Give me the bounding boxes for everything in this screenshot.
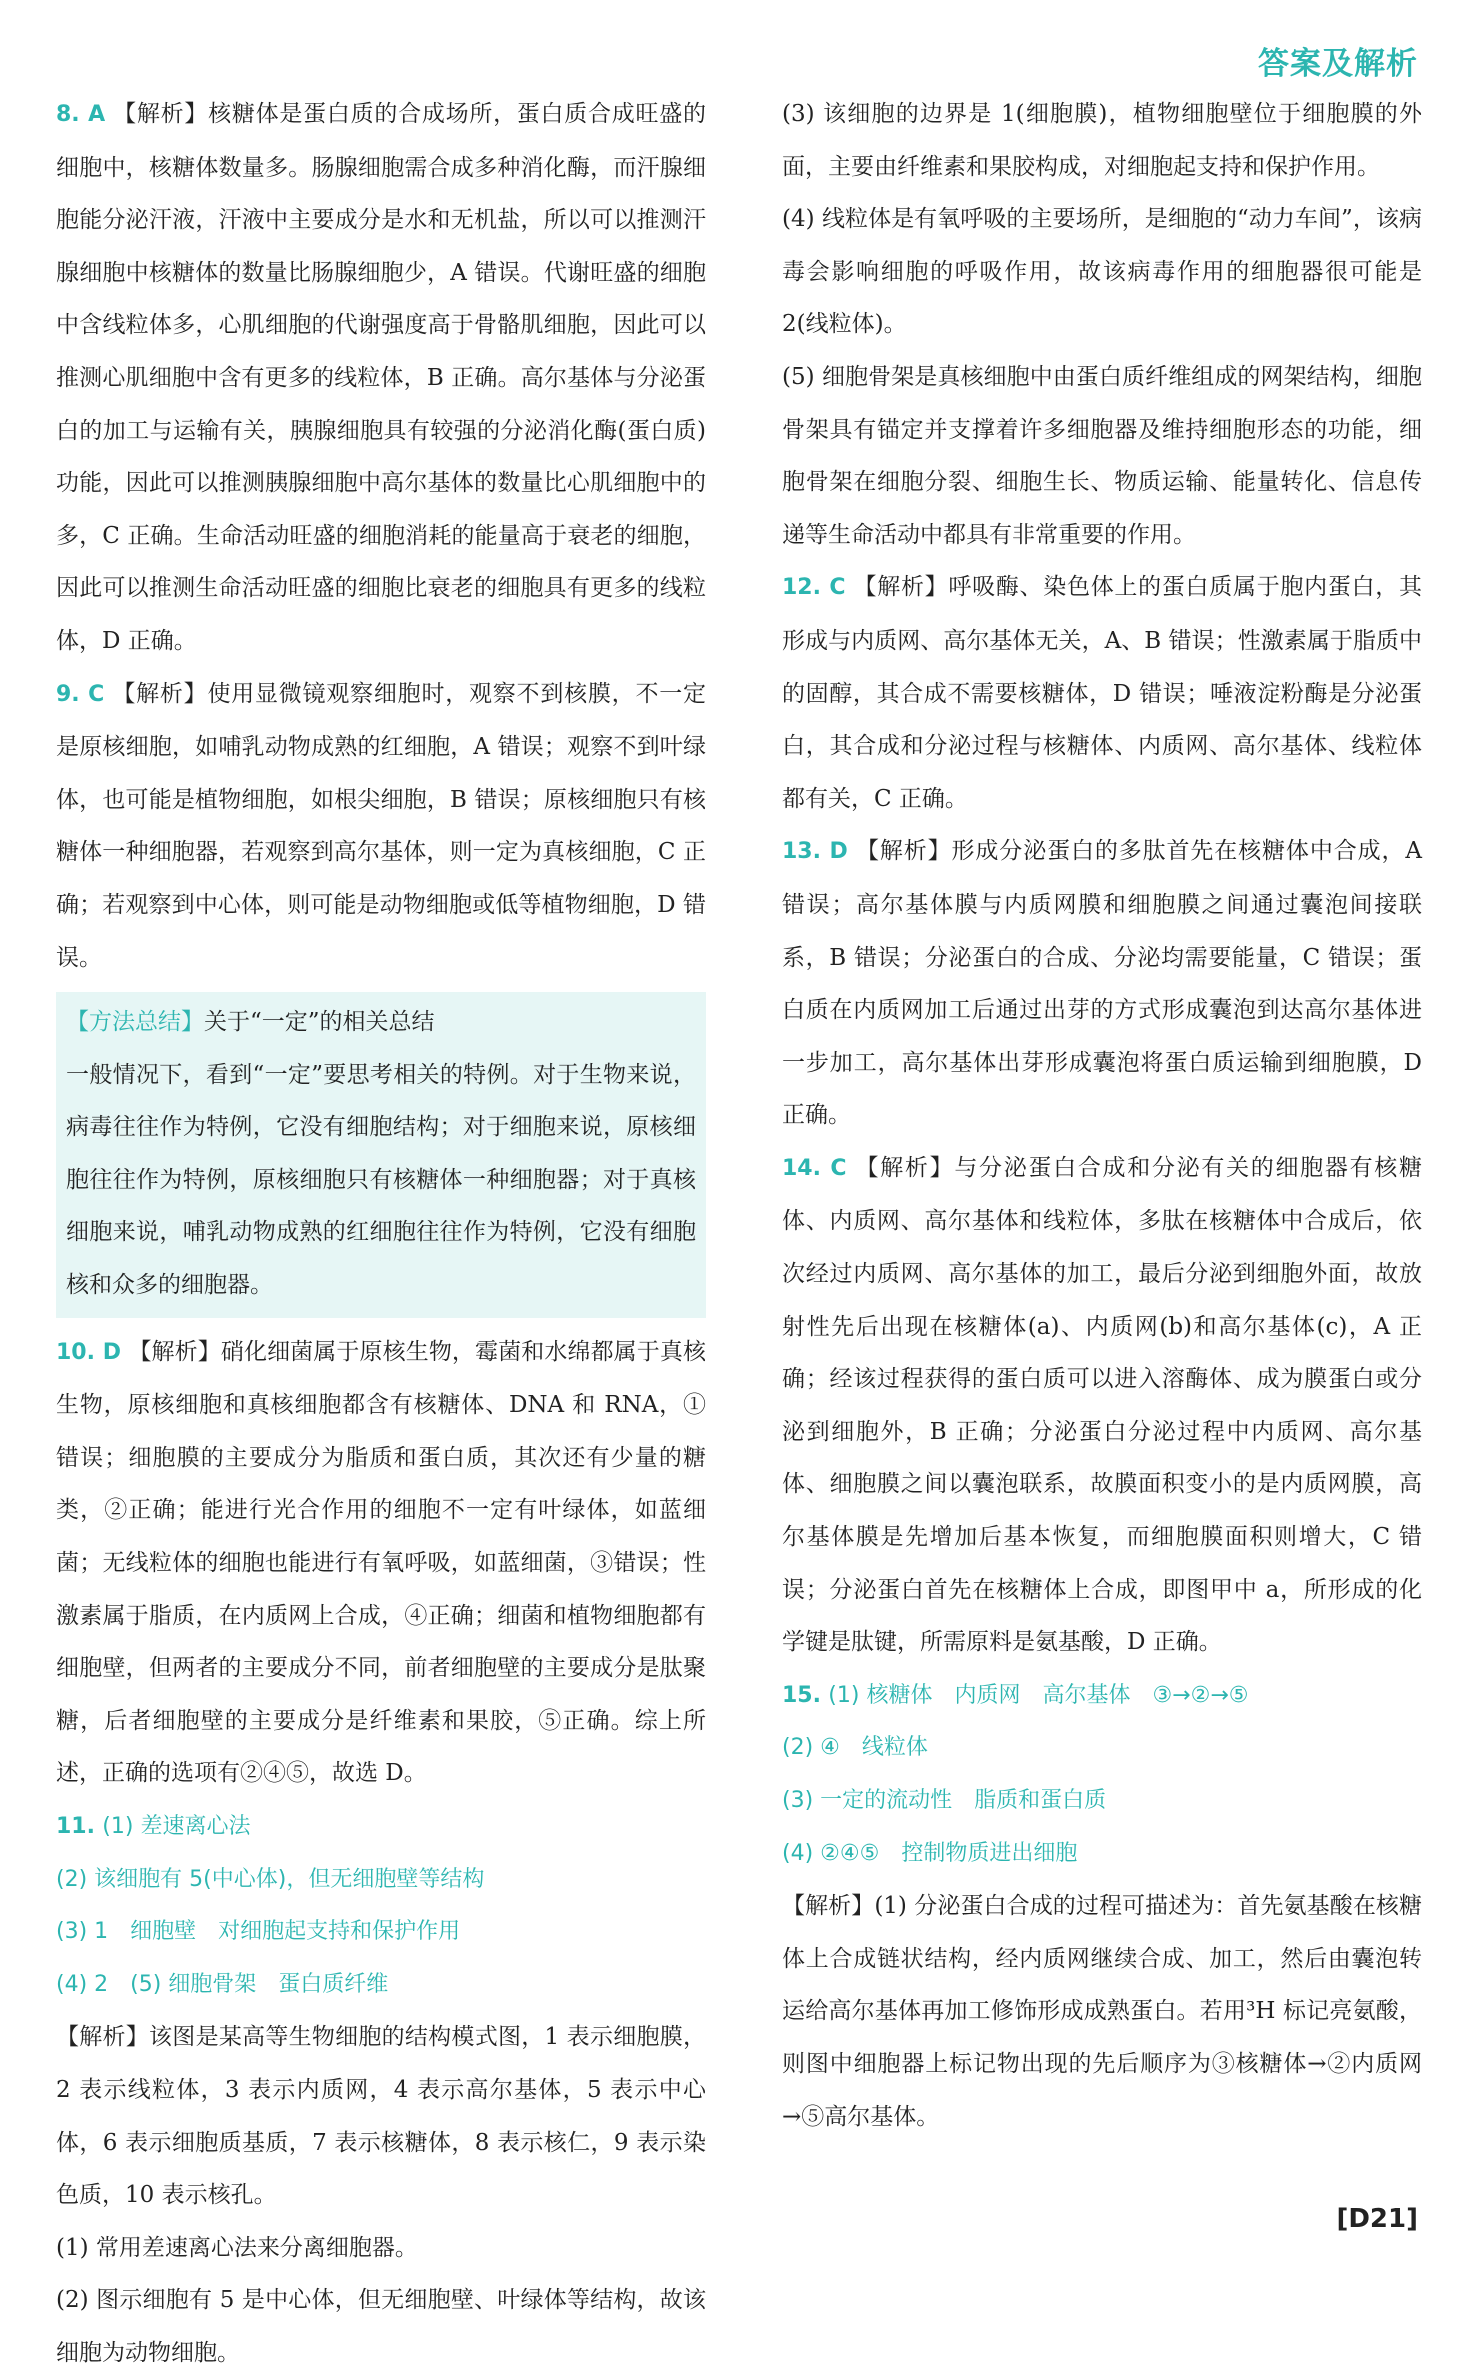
method-summary-text: 一般情况下，看到“一定”要思考相关的特例。对于生物来说，病毒往往作为特例，它没有细胞结构；对于细胞来说，原核细胞往往作为特例，原核细胞只有核糖体一种细胞器；对于真核细胞来说，哺乳动物成熟的红细胞往往作为特例，它没有细胞核和众多的细胞器。 [66, 1061, 696, 1299]
page-number: [D21] [1336, 2204, 1418, 2234]
question-14-text: 【解析】与分泌蛋白合成和分泌有关的细胞器有核糖体、内质网、高尔基体和线粒体，多肽在核糖体中合成后，依次经过内质网、高尔基体的加工，最后分泌到细胞外面，故放射性先后出现在核糖体(a)、内质网(b)和高尔基体(c)，A 正确；经该过程获得的蛋白质可以进入溶酶体、成为膜蛋白或分泌到细胞外，B 正确；分泌蛋白分泌过程中内质网、高尔基体、细胞膜之间以囊泡联系，故膜面积变小的是内质网膜，高尔基体膜是先增加后基本恢复，而细胞膜面积则增大，C 错误；分泌蛋白首先在核糖体上合成，即图甲中 a，所形成的化学键是肽键，所需原料是氨基酸，D 正确。 [782, 1154, 1422, 1656]
question-11-number: 11. [56, 1814, 95, 1839]
question-11-answer-2: (2) 该细胞有 5(中心体)，但无细胞壁等结构 [56, 1866, 485, 1892]
question-15-answer-4: (4) ②④⑤ 控制物质进出细胞 [782, 1840, 1078, 1866]
question-11-part-5: (5) 细胞骨架是真核细胞中由蛋白质纤维组成的网架结构，细胞骨架具有锚定并支撑着许多细胞器及维持细胞形态的功能，细胞骨架在细胞分裂、细胞生长、物质运输、能量转化、信息传递等生命活动中都具有非常重要的作用。 [782, 363, 1422, 548]
question-15-answer-2: (2) ④ 线粒体 [782, 1735, 928, 1761]
question-11 [56, 1800, 706, 2380]
question-11-analysis: 【解析】该图是某高等生物细胞的结构模式图，1 表示细胞膜，2 表示线粒体，3 表示内质网，4 表示高尔基体，5 表示中心体，6 表示细胞质基质，7 表示核糖体，8 表示核仁，9 表示染色质，10 表示核孔。 [56, 2024, 706, 2209]
question-13-number: 13. D [782, 839, 848, 865]
question-11-part-4: (4) 线粒体是有氧呼吸的主要场所，是细胞的“动力车间”，该病毒会影响细胞的呼吸作用，故该病毒作用的细胞器很可能是 2(线粒体)。 [782, 206, 1422, 338]
page-header-title: 答案及解析 [1258, 46, 1418, 82]
question-10 [56, 1326, 706, 1800]
question-14-number: 14. C [782, 1155, 847, 1181]
method-summary-title: 【方法总结】 [66, 1009, 204, 1036]
question-14 [782, 1142, 1422, 1669]
question-13-text: 【解析】形成分泌蛋白的多肽首先在核糖体中合成，A 错误；高尔基体膜与内质网膜和细胞膜之间通过囊泡间接联系，B 错误；分泌蛋白的合成、分泌均需要能量，C 错误；蛋白质在内质网加工后通过出芽的方式形成囊泡到达高尔基体进一步加工，高尔基体出芽形成囊泡将蛋白质运输到细胞膜，D 正确。 [782, 838, 1422, 1129]
question-11-answer-3: (3) 1 细胞壁 对细胞起支持和保护作用 [56, 1919, 461, 1945]
method-summary-subtitle: 关于“一定”的相关总结 [204, 1009, 435, 1036]
question-11-part-3: (3) 该细胞的边界是 1(细胞膜)，植物细胞壁位于细胞膜的外面，主要由纤维素和果胶构成，对细胞起支持和保护作用。 [782, 101, 1422, 180]
question-11-part-1: (1) 常用差速离心法来分离细胞器。 [56, 2234, 418, 2261]
question-11-answer-4: (4) 2 (5) 细胞骨架 蛋白质纤维 [56, 1971, 389, 1997]
question-11-answer-1: (1) 差速离心法 [102, 1814, 251, 1839]
question-15-answer-3: (3) 一定的流动性 脂质和蛋白质 [782, 1788, 1107, 1813]
question-15-analysis: 【解析】(1) 分泌蛋白合成的过程可描述为：首先氨基酸在核糖体上合成链状结构，经内质网继续合成、加工，然后由囊泡转运给高尔基体再加工修饰形成成熟蛋白。若用³H 标记亮氨酸，则图中细胞器上标记物出现的先后顺序为③核糖体→②内质网→⑤高尔基体。 [782, 1893, 1422, 2130]
question-8-number: 8. A [56, 102, 106, 127]
question-9-text: 【解析】使用显微镜观察细胞时，观察不到核膜，不一定是原核细胞，如哺乳动物成熟的红细胞，A 错误；观察不到叶绿体，也可能是植物细胞，如根尖细胞，B 错误；原核细胞只有核糖体一种细胞器，若观察到高尔基体，则一定为真核细胞，C 正确；若观察到中心体，则可能是动物细胞或低等植物细胞，D 错误。 [56, 680, 706, 971]
question-8-text: 【解析】核糖体是蛋白质的合成场所，蛋白质合成旺盛的细胞中，核糖体数量多。肠腺细胞需合成多种消化酶，而汗腺细胞能分泌汗液，汗液中主要成分是水和无机盐，所以可以推测汗腺细胞中核糖体的数量比肠腺细胞少，A 错误。代谢旺盛的细胞中含线粒体多，心肌细胞的代谢强度高于骨骼肌细胞，因此可以推测心肌细胞中含有更多的线粒体，B 正确。高尔基体与分泌蛋白的加工与运输有关，胰腺细胞具有较强的分泌消化酶(蛋白质)功能，因此可以推测胰腺细胞中高尔基体的数量比心肌细胞中的多，C 正确。生命活动旺盛的细胞消耗的能量高于衰老的细胞，因此可以推测生命活动旺盛的细胞比衰老的细胞具有更多的线粒体，D 正确。 [56, 101, 707, 654]
page-number-value: D21 [1348, 2204, 1407, 2234]
method-summary-box [56, 992, 706, 1318]
question-15-number: 15. [782, 1682, 821, 1708]
question-10-text: 【解析】硝化细菌属于原核生物，霉菌和水绵都属于真核生物，原核细胞和真核细胞都含有核糖体、DNA 和 RNA，①错误；细胞膜的主要成分为脂质和蛋白质，其次还有少量的糖类，②正确；能进行光合作用的细胞不一定有叶绿体，如蓝细菌；无线粒体的细胞也能进行有氧呼吸，如蓝细菌，③错误；性激素属于脂质，在内质网上合成，④正确；细菌和植物细胞都有细胞壁，但两者的主要成分不同，前者细胞壁的主要成分是肽聚糖，后者细胞壁的主要成分是纤维素和果胶，⑤正确。综上所述，正确的选项有②④⑤，故选 D。 [56, 1338, 707, 1787]
question-9 [56, 668, 706, 985]
left-column [56, 88, 706, 2380]
question-12-number: 12. C [782, 575, 846, 601]
question-9-number: 9. C [56, 681, 105, 707]
question-8 [56, 88, 706, 668]
question-11-part-2: (2) 图示细胞有 5 是中心体，但无细胞壁、叶绿体等结构，故该细胞为动物细胞。 [56, 2287, 706, 2366]
question-12-text: 【解析】呼吸酶、染色体上的蛋白质属于胞内蛋白，其形成与内质网、高尔基体无关，A、B 错误；性激素属于脂质中的固醇，其合成不需要核糖体，D 错误；唾液淀粉酶是分泌蛋白，其合成和分泌过程与核糖体、内质网、高尔基体、线粒体都有关，C 正确。 [782, 574, 1423, 812]
right-column [782, 88, 1422, 2143]
question-13 [782, 825, 1422, 1142]
question-10-number: 10. D [56, 1339, 122, 1365]
question-12 [782, 561, 1422, 825]
question-15 [782, 1669, 1422, 2143]
question-15-answer-1: (1) 核糖体 内质网 高尔基体 ③→②→⑤ [828, 1682, 1249, 1708]
